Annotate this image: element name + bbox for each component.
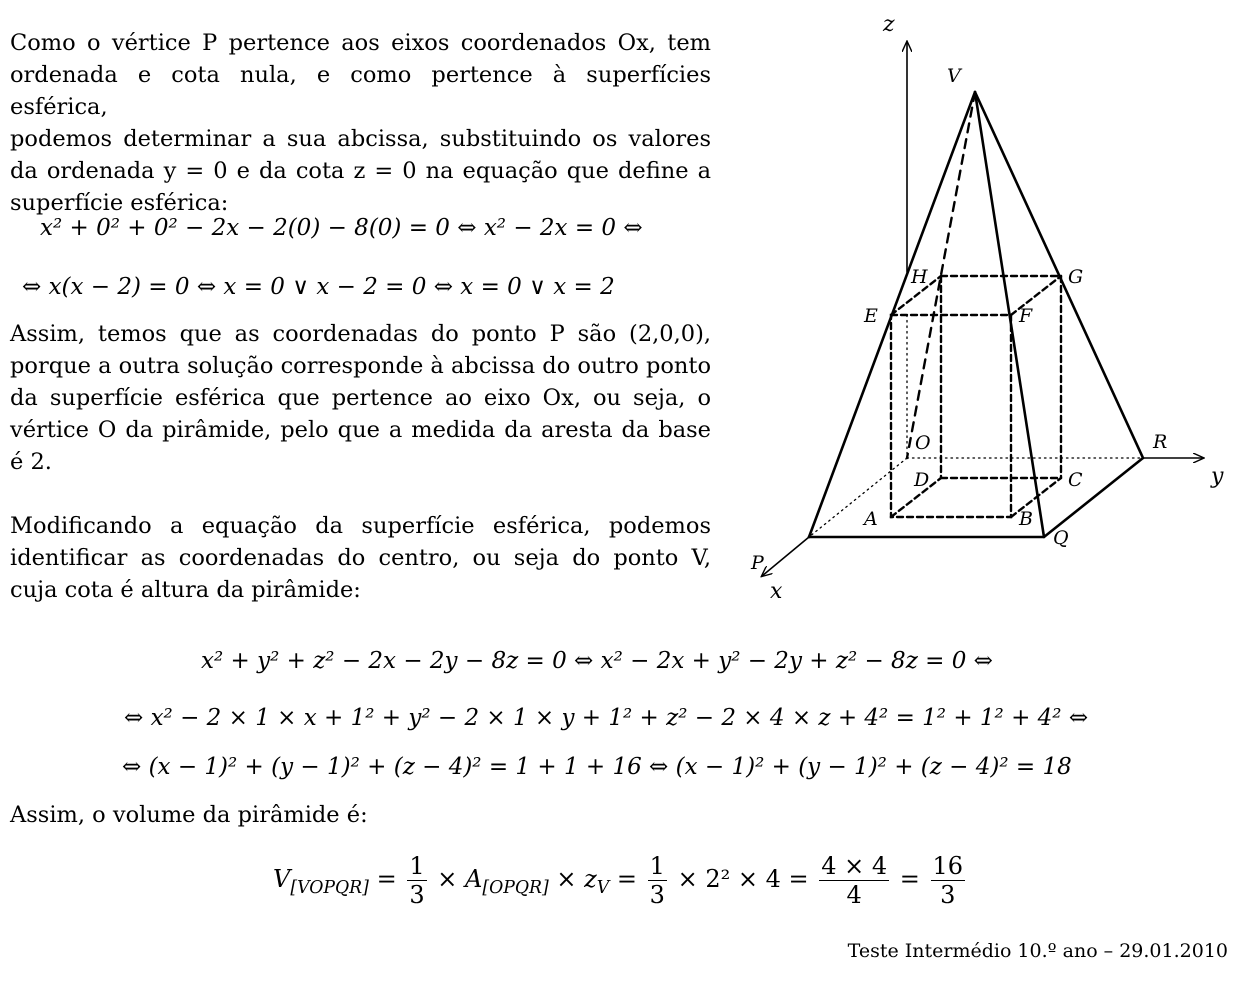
- text-line: identificar as coordenadas do centro, ou seja do ponto V,: [10, 545, 711, 571]
- equals-sign: =: [788, 865, 809, 893]
- fraction-denominator: 3: [649, 881, 665, 909]
- text-line: da ordenada y = 0 e da cota z = 0 na equação que define a: [10, 158, 711, 184]
- fraction-four-by-four: [819, 852, 889, 909]
- equals-sign: =: [616, 865, 637, 893]
- text-line: porque a outra solução corresponde à abcissa do outro ponto: [10, 353, 711, 379]
- label-q: Q: [1053, 527, 1069, 549]
- equals-sign: =: [376, 865, 397, 893]
- text-line: ordenada e cota nula, e como pertence à superfícies esférica,: [10, 62, 711, 120]
- zv-subscript: V: [596, 878, 610, 899]
- volume-subscript: [VOPQR]: [290, 878, 369, 899]
- equation-solutions: ⇔ x(x − 2) = 0 ⇔ x = 0 ∨ x − 2 = 0 ⇔ x = 0 ∨ x = 2: [22, 274, 615, 300]
- pyramid-base: [809, 458, 1143, 537]
- label-c: C: [1068, 469, 1083, 491]
- equals-sign: =: [899, 865, 920, 893]
- equation-volume: [273, 852, 968, 909]
- label-v: V: [947, 65, 961, 87]
- equation-center-form: ⇔ (x − 1)² + (y − 1)² + (z − 4)² = 1 + 1 + 16 ⇔ (x − 1)² + (y − 1)² + (z − 4)² = 18: [122, 754, 1072, 780]
- label-e: E: [864, 305, 878, 327]
- label-y: y: [1211, 464, 1224, 489]
- paragraph-vertex-p: [10, 27, 711, 219]
- fraction-denominator: 3: [409, 881, 425, 909]
- text-line: cuja cota é altura da pirâmide:: [10, 577, 361, 603]
- fraction-numerator: 1: [409, 852, 425, 880]
- fraction-denominator: 4: [846, 881, 862, 909]
- text-line: da superfície esférica que pertence ao eixo Ox, ou seja, o: [10, 385, 711, 411]
- x-axis: [762, 537, 809, 576]
- text-line: Assim, o volume da pirâmide é:: [10, 802, 368, 828]
- label-h: H: [911, 266, 928, 288]
- label-z: z: [883, 12, 895, 37]
- label-p: P: [751, 552, 764, 574]
- paragraph-coordinates-p: [10, 318, 711, 478]
- equation-sphere: x² + y² + z² − 2x − 2y − 8z = 0 ⇔ x² − 2x + y² − 2y + z² − 8z = 0 ⇔: [201, 648, 993, 674]
- label-f: F: [1019, 305, 1033, 327]
- volume-symbol: V: [273, 865, 291, 893]
- label-b: B: [1019, 508, 1033, 530]
- times-sign: ×: [437, 865, 458, 893]
- text-line: Assim, temos que as coordenadas do ponto P são (2,0,0),: [10, 321, 711, 347]
- power-expression: 2² × 4: [705, 865, 781, 893]
- fraction-result: [931, 852, 966, 909]
- label-a: A: [864, 508, 878, 530]
- paragraph-sphere-center: [10, 510, 711, 606]
- text-line: podemos determinar a sua abcissa, substituindo os valores: [10, 126, 711, 152]
- fraction-numerator: 1: [649, 852, 665, 880]
- text-line: é 2.: [10, 449, 52, 475]
- fraction-numerator: 16: [932, 852, 964, 880]
- times-sign: ×: [677, 865, 698, 893]
- area-symbol: A: [464, 865, 483, 893]
- label-x: x: [770, 579, 783, 600]
- pyramid-cube-diagram: [740, 0, 1240, 600]
- zv-symbol: z: [584, 865, 597, 893]
- label-o: O: [915, 432, 931, 454]
- label-g: G: [1068, 266, 1084, 288]
- text-line: Como o vértice P pertence aos eixos coordenados Ox, tem: [10, 30, 711, 56]
- fraction-one-third: [407, 852, 426, 909]
- text-line: superfície esférica:: [10, 190, 229, 216]
- footer-source: Teste Intermédio 10.º ano – 29.01.2010: [847, 940, 1228, 962]
- equation-complete-square: ⇔ x² − 2 × 1 × x + 1² + y² − 2 × 1 × y + 1² + z² − 2 × 4 × z + 4² = 1² + 1² + 4² ⇔: [124, 705, 1089, 731]
- edge-vr: [975, 92, 1143, 458]
- label-r: R: [1153, 431, 1168, 453]
- times-sign: ×: [556, 865, 577, 893]
- text-line: Modificando a equação da superfície esférica, podemos: [10, 513, 711, 539]
- fraction-one-third: [648, 852, 667, 909]
- area-subscript: [OPQR]: [482, 878, 549, 899]
- fraction-numerator: 4 × 4: [821, 852, 888, 880]
- equation-substitution: x² + 0² + 0² − 2x − 2(0) − 8(0) = 0 ⇔ x² − 2x = 0 ⇔: [40, 215, 643, 241]
- paragraph-volume: [10, 799, 711, 831]
- label-d: D: [914, 469, 930, 491]
- fraction-denominator: 3: [940, 881, 956, 909]
- text-line: vértice O da pirâmide, pelo que a medida da aresta da base: [10, 417, 711, 443]
